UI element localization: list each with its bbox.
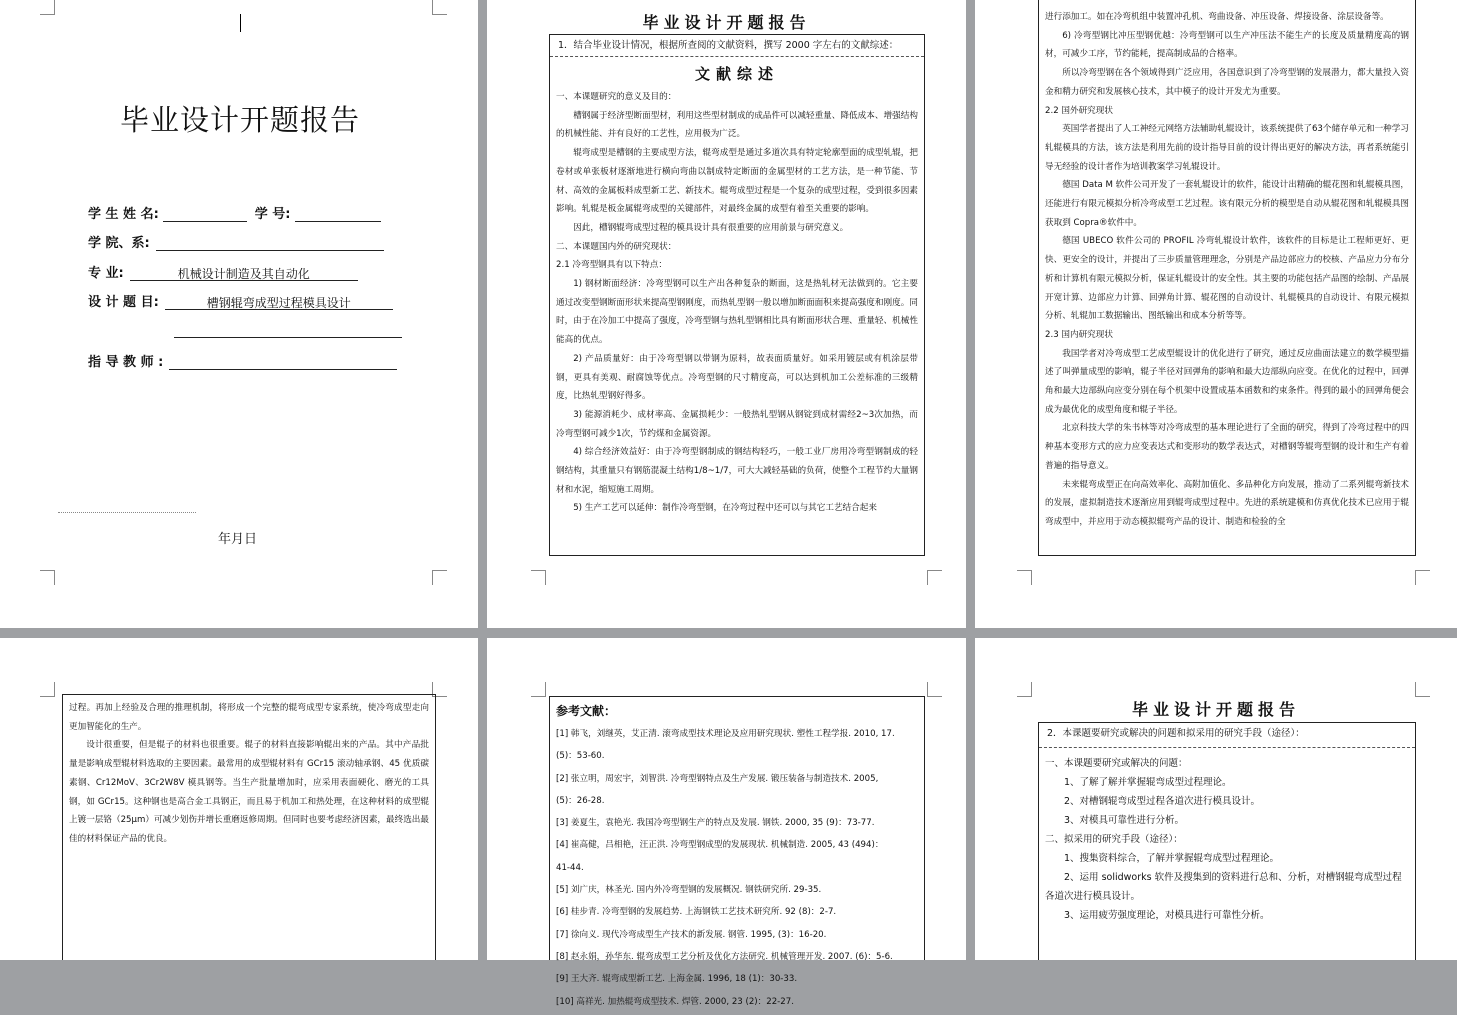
page-cover [0,0,478,628]
methods-body [1039,748,1415,925]
reference-entry: [9] 王大齐. 辊弯成型新工艺. 上海金属. 1996, 18 (1)：30-33. [556,974,798,985]
paragraph: 槽钢属于经济型断面型材，利用这些型材制成的成品件可以减轻重量、降低成本、增强结构的机械性能、并有良好的工艺性，应用极为广泛。 [556,110,918,140]
review-prompt: 1．结合毕业设计情况，根据所查阅的文献资料，撰写 2000 字左右的文献综述： [550,35,924,57]
paragraph: 因此，槽钢辊弯成型过程的模具设计具有很重要的应用前景与研究意义。 [573,222,849,233]
reference-entry: [6] 桂步青. 冷弯型钢的发展趋势. 上海钢铁工艺技术研究所. 92 (8)：2-7. [556,907,837,918]
paragraph: 2.3 国内研究现状 [1045,329,1113,340]
paragraph: 2.1 冷弯型钢具有以下特点： [556,260,667,271]
page-research-status [975,0,1457,628]
paragraph: 1) 钢材断面经济：冷弯型钢可以生产出各种复杂的断面，这是热轧材无法做到的。它主要通过改变型钢断面形状来提高型钢刚度，而热轧型钢一般以增加断面面积来提高强度和刚度。同时，由于在冷加工中提高了强度，冷弯型钢与热轧型钢相比具有断面形状合理、重量轻、机械性能高的优点。 [556,279,918,346]
list-item: 3、对模具可靠性进行分析。 [1064,815,1185,826]
report-header: 毕业设计开题报告 [1131,700,1300,719]
margin-corner [1415,682,1430,697]
reference-entry: (5)：26-28. [556,795,605,806]
paragraph: 德国 UBECO 软件公司的 PROFIL 冷弯轧辊设计软件，该软件的目标是让工程师更好、更快、更安全的设计，并提出了三步质量管理理念，分别是产品边部应力的校核、产品应力分布分析和计算机有限元模拟分析，保证轧辊设计的安全性。其主要的功能包括产品图的绘制、产品展开宽计算、边部应力计算、回弹角计算、辊花图的自动设计、轧辊模具的自动设计、有限元模拟分析、轧辊加工数据输出、图纸输出和成本分析等等。 [1045,236,1409,322]
materials-frame [62,694,436,960]
paragraph: 我国学者对冷弯成型工艺成型辊设计的优化进行了研究，通过反应曲面法建立的数学模型描述了叫弹量成型的影响，辊子半径对回弹角的影响和最大边部纵向应变。在优化的过程中，回弹角和最大边部纵向应变分别在每个机架中设置成基本函数和约束条件。得到的最小的回弹角便会成为最优化的成型角度和辊子半径。 [1045,348,1409,415]
cover-date: 年月日 [218,532,258,547]
advisor-row [88,351,397,370]
student-id-field[interactable] [295,206,381,222]
paragraph: 一、本课题研究的意义及目的： [556,92,677,102]
reference-entry: 41-44. [556,862,584,873]
page-research-methods [975,638,1457,960]
margin-corner [927,682,942,697]
topic-row-2 [174,322,402,338]
paragraph: 5) 生产工艺可以延伸：制作冷弯型钢，在冷弯过程中还可以与其它工艺结合起来 [573,503,877,514]
reference-entry: [5] 刘广庆，林圣光. 国内外冷弯型钢的发展概况. 钢铁研究所. 29-35. [556,885,822,896]
reference-entry: [1] 韩飞，刘继英，艾正清. 滚弯成型技术理论及应用研究现状. 塑性工程学报. 2010, 17. [556,729,895,739]
list-item: 3、运用疲劳强度理论，对模具进行可靠性分析。 [1064,910,1270,921]
topic-field-continued[interactable] [174,322,402,338]
paragraph: 未来辊弯成型正在向高效率化、高附加值化、多品种化方向发展，推动了二系列辊弯新技术的发展，虚拟制造技术逐渐应用到辊弯成型过程中。先进的系统建模和仿真优化技术已应用于辊弯成型中，并应用于动态模拟辊弯产品的设计、制造和检验的全 [1045,479,1409,527]
major-label: 专 业: [88,266,124,281]
page-literature-review [487,0,966,628]
advisor-label: 指 导 教 师 : [88,355,164,370]
section-title: 文献综述 [694,65,779,83]
reference-entry: [4] 崔高健，吕相艳，汪正洪. 冷弯型钢成型的发展现状. 机械制造. 2005, 43 (494)： [556,840,884,851]
student-id-label: 学 号: [254,207,291,222]
paragraph: 德国 Data M 软件公司开发了一套轧辊设计的软件，能设计出精确的辊花图和轧辊模具图，还能进行有限元模拟分析冷弯成型工艺过程。该有限元分析的模型是自动从辊花图和轧辊模具图获取到 Copra®软件中。 [1045,180,1409,228]
review-body [550,88,924,518]
margin-corner [1017,570,1032,585]
list-item: 2、运用 solidworks 软件及搜集到的资料进行总和、分析，对槽钢辊弯成型过程各道次进行模具设计。 [1045,872,1402,902]
reference-entry: [7] 徐向义. 现代冷弯成型生产技术的新发展. 钢管. 1995, (3)：16-20. [556,929,827,940]
page-references [487,638,966,1007]
list-item: 1、了解了解并掌握辊弯成型过程理论。 [1064,777,1232,788]
list-item: 一、本课题要研究或解决的问题： [1045,758,1188,769]
status-frame [1038,0,1416,556]
college-label: 学 院、系: [88,236,150,251]
report-header: 毕业设计开题报告 [642,13,811,32]
margin-corner [40,570,55,585]
paragraph: 辊弯成型是槽钢的主要成型方法，辊弯成型是通过多道次具有特定轮廓型面的成型轧辊，把卷材或单张板材逐渐地进行横向弯曲以制成特定断面的金属型材的工艺方法，是一种节能、节材、高效的金属板料成型新工艺、新技术。辊弯成型过程是一个复杂的成型过程，受到很多因素影响。轧辊是板金属辊弯成型的关键部件，对最终金属的成型有着至关重要的影响。 [556,148,918,215]
references-frame [549,696,925,1007]
paragraph: 2.2 国外研究现状 [1045,105,1113,116]
margin-corner [531,570,546,585]
paragraph: 4) 综合经济效益好：由于冷弯型钢制成的钢结构轻巧，一般工业厂房用冷弯型钢制成的轻钢结构，其重量只有钢筋混凝土结构1/8~1/7，可大大减轻基础的负荷，使整个工程节约大量钢材和水泥，缩短施工周期。 [556,447,918,495]
student-name-row [88,203,381,222]
review-frame [549,34,925,556]
paragraph: 过程。再加上经验及合理的推理机制，将形成一个完整的辊弯成型专家系统，使冷弯成型走向更加智能化的生产。 [69,703,429,732]
paragraph: 北京科技大学的朱书林等对冷弯成型的基本理论进行了全面的研究，得到了冷弯过程中的四种基本变形方式的应力应变表达式和变形功的数学表达式，对槽钢等辊弯型钢的设计和生产有着普遍的指导意义。 [1045,423,1409,471]
materials-body [63,695,435,849]
paragraph: 英国学者提出了人工神经元网络方法辅助轧辊设计，该系统提供了63个储存单元和一种学习轧辊模具的方法，该方法是利用先前的设计指导目前的设计得出更好的解决方法，再者系统能引导无经验的设计者作为培训教案学习轧辊设计。 [1045,124,1409,172]
paragraph: 6) 冷弯型钢比冲压型钢优越：冷弯型钢可以生产冲压法不能生产的长度及质量精度高的钢材，可减少工序，节约能耗，提高制成品的合格率。 [1045,30,1409,60]
text-cursor [240,14,241,32]
paragraph: 2) 产品质量好：由于冷弯型钢以带钢为原料，故表面质量好。如采用镀层或有机涂层带钢，更具有美观、耐腐蚀等优点。冷弯型钢的尺寸精度高，可以达到机加工公差标准的三级精度，比热轧型钢好得多。 [556,353,918,402]
list-item: 1、搜集资料综合，了解并掌握辊弯成型过程理论。 [1064,853,1280,864]
methods-prompt: 2．本课题要研究或解决的问题和拟采用的研究手段（途径）： [1039,723,1415,748]
margin-corner [1017,682,1032,697]
reference-entry: (5)：53-60. [556,751,605,762]
paragraph: 设计很重要，但是辊子的材料也很重要。辊子的材料直接影响辊出来的产品。其中产品批量是影响成型辊材料选取的主要因素。最常用的成型辊材料有 GCr15 滚动轴承钢、45 优质碳素钢、Cr12MoV、3Cr2W8V 模具钢等。当生产批量增加时，应采用表面硬化、磨光的工具钢，如 GCr15。这种钢也是高合金工具钢正，而且易于机加工和热处理，在这种材料的成型辊上镀一层铬（25μm）可减少划伤并增长重磨返修周期。但同时也要考虑经济因素，最终选出最佳的材料保证产品的优良。 [69,740,429,844]
student-name-label: 学 生 姓 名: [88,207,159,222]
margin-corner [1415,570,1430,585]
topic-field[interactable]: 槽钢辊弯成型过程模具设计 [165,294,393,310]
major-row [88,262,358,281]
paragraph: 3) 能源消耗少、成材率高、金属损耗少：一般热轧型钢从钢锭到成材需经2~3次加热，而冷弯型钢可减少1次，节约煤和金属资源。 [556,409,918,439]
reference-entry: [10] 高祥光. 加热辊弯成型技术. 焊管. 2000, 23 (2)：22-27. [556,996,794,1007]
methods-frame [1038,722,1416,960]
cover-title: 毕业设计开题报告 [119,103,360,137]
advisor-field[interactable] [169,354,397,370]
margin-corner [531,682,546,697]
paragraph: 所以冷弯型钢在各个领域得到广泛应用，各国意识到了冷弯型钢的发展潜力，都大量投入资金和精力研究和发展核心技术，其中模子的设计开发尤为重要。 [1045,68,1409,97]
references-heading: 参考文献： [556,704,617,718]
reference-entry: [2] 张立明，周宏宇，刘智洪. 冷弯型钢特点及生产发展. 锻压装备与制造技术. 2005, [556,773,879,784]
college-field[interactable] [156,235,384,251]
list-item: 二、拟采用的研究手段（途径）： [1045,834,1183,845]
college-row [88,232,384,251]
topic-label: 设 计 题 目: [88,295,159,310]
paragraph: 二、本课题国内外的研究现状： [556,241,677,252]
margin-corner [40,0,55,15]
reference-entry: [3] 姜夏生，袁艳光. 我国冷弯型钢生产的特点及发展. 钢铁. 2000, 35 (9)：73-77. [556,818,875,829]
page-materials [0,638,478,960]
margin-corner [40,682,55,697]
dotted-line [58,512,196,513]
reference-entry: [8] 赵永娟，孙华东. 辊弯成型工艺分析及优化方法研究. 机械管理开发. 2007. (6)：5-6. [556,951,893,962]
status-body [1039,0,1415,532]
margin-corner [432,0,447,15]
student-name-field[interactable] [163,206,247,222]
list-item: 2、对槽钢辊弯成型过程各道次进行模具设计。 [1064,796,1261,807]
major-field[interactable]: 机械设计制造及其自动化 [130,265,358,281]
references-list [550,697,924,1015]
topic-row [88,291,393,310]
margin-corner [432,570,447,585]
margin-corner [927,570,942,585]
paragraph: 进行添加工。如在冷弯机组中装置冲孔机、弯曲设备、冲压设备、焊接设备、涂层设备等。 [1045,12,1389,22]
